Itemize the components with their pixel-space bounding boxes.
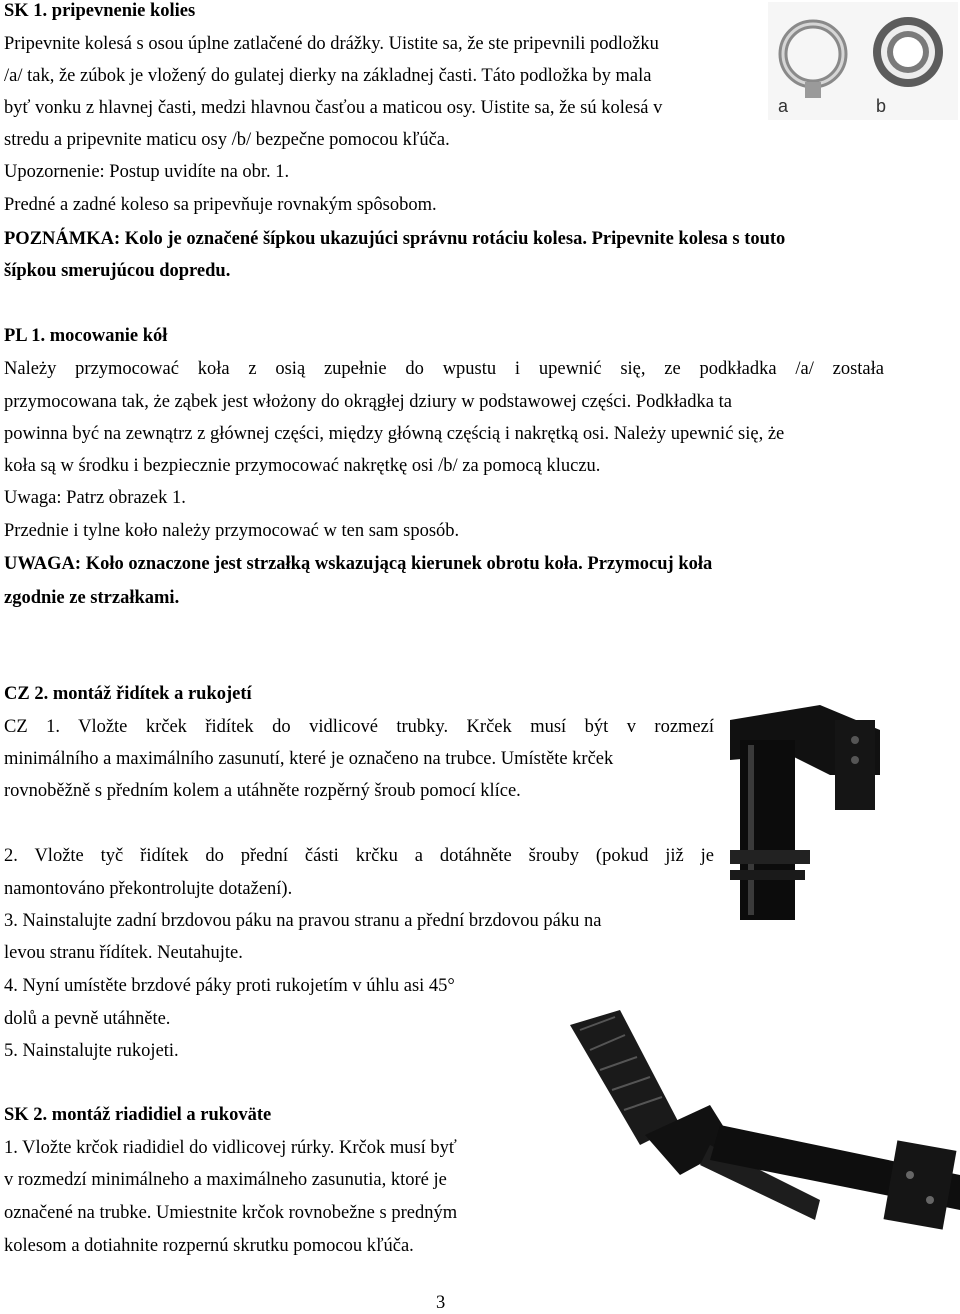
sk2-text-line: 1. Vložte krčok riadidiel do vidlicovej rúrky. Krčok musí byť (4, 1138, 457, 1158)
sk1-text-line: /a/ tak, že zúbok je vložený do gulatej dierky na základnej časti. Táto podložka by mala (4, 66, 652, 86)
sk2-text-line: v rozmedzí minimálneho a maximálneho zasunutia, ktoré je (4, 1170, 447, 1190)
cz2-step1-line: CZ 1. Vložte krček řidítek do vidlicové trubky. Krček musí být v rozmezí (4, 717, 714, 737)
sk2-text-line: kolesom a dotiahnite rozpernú skrutku pomocou kľúča. (4, 1236, 414, 1256)
washer-nut-figure (768, 2, 958, 120)
cz2-step1-line: minimálního a maximálního zasunutí, které je označeno na trubce. Umístěte krček (4, 749, 614, 769)
sk2-title: SK 2. montáž riadidiel a rukoväte (4, 1105, 272, 1125)
cz2-title: CZ 2. montáž řidítek a rukojetí (4, 684, 252, 704)
pl1-note-line: zgodnie ze strzałkami. (4, 588, 180, 608)
pl1-text-line: koła są w środku i bezpiecznie przymocować nakrętkę osi /b/ za pomocą kluczu. (4, 456, 601, 476)
sk1-text-line: Predné a zadné koleso sa pripevňuje rovnakým spôsobom. (4, 195, 437, 215)
pl1-text-line: powinna być na zewnątrz z głównej części, między główną częścią i nakrętką osi. Należy upewnić się, że (4, 424, 785, 444)
sk1-text-line: stredu a pripevnite maticu osy /b/ bezpečne pomocou kľúča. (4, 130, 450, 150)
pl1-text-line: Uwaga: Patrz obrazek 1. (4, 488, 186, 508)
pl1-text-line: przymocowana tak, że ząbek jest włożony do okrągłej dziury w podstawowej części. Podkładka ta (4, 392, 732, 412)
cz2-step4-line: dolů a pevně utáhněte. (4, 1009, 171, 1029)
page-number: 3 (436, 1293, 446, 1313)
pl1-text-line: Należy przymocować koła z osią zupełnie do wpustu i upewnić się, ze podkładka /a/ została (4, 359, 884, 379)
stem-illustration (730, 680, 960, 920)
washer-nut-illustration (768, 2, 958, 120)
sk1-note-line: POZNÁMKA: Kolo je označené šípkou ukazujúci správnu rotáciu kolesa. Pripevnite kolesa s touto (4, 229, 786, 249)
handlebar-figure (560, 995, 960, 1240)
washer-tab (805, 82, 821, 98)
cz2-step3-line: levou stranu řídítek. Neutahujte. (4, 943, 243, 963)
pl1-text-line: Przednie i tylne koło należy przymocować w ten sam sposób. (4, 521, 460, 541)
sk1-note-line: šípkou smerujúcou dopredu. (4, 261, 231, 281)
cz2-step2-line: namontováno překontrolujte dotažení). (4, 879, 293, 899)
cz2-step4-line: 4. Nyní umístěte brzdové páky proti rukojetím v úhlu asi 45° (4, 976, 455, 996)
sk1-title: SK 1. pripevnenie kolies (4, 1, 196, 21)
sk1-text-line: Pripevnite kolesá s osou úplne zatlačené do drážky. Uistite sa, že ste pripevnili podložku (4, 34, 659, 54)
pl1-note-line: UWAGA: Koło oznaczone jest strzałką wskazującą kierunek obrotu koła. Przymocuj koła (4, 554, 713, 574)
sk1-text-line: byť vonku z hlavnej časti, medzi hlavnou časťou a maticou osy. Uistite sa, že sú kolesá v (4, 98, 663, 118)
sk2-text-line: označené na trubke. Umiestnite krčok rovnobežne s predným (4, 1203, 458, 1223)
handlebar-illustration (560, 995, 960, 1240)
sk1-text-line: Upozornenie: Postup uvidíte na obr. 1. (4, 162, 290, 182)
cz2-step2-line: 2. Vložte tyč řidítek do přední části krčku a dotáhněte šrouby (pokud již je (4, 846, 714, 866)
figure-label-b: b (876, 96, 887, 116)
cz2-step5-line: 5. Nainstalujte rukojeti. (4, 1041, 179, 1061)
pl1-title: PL 1. mocowanie kół (4, 326, 168, 346)
cz2-step3-line: 3. Nainstalujte zadní brzdovou páku na pravou stranu a přední brzdovou páku na (4, 911, 602, 931)
cz2-step1-line: rovnoběžně s předním kolem a utáhněte rozpěrný šroub pomocí klíce. (4, 781, 521, 801)
stem-figure (730, 680, 960, 920)
figure-label-a: a (778, 96, 789, 116)
